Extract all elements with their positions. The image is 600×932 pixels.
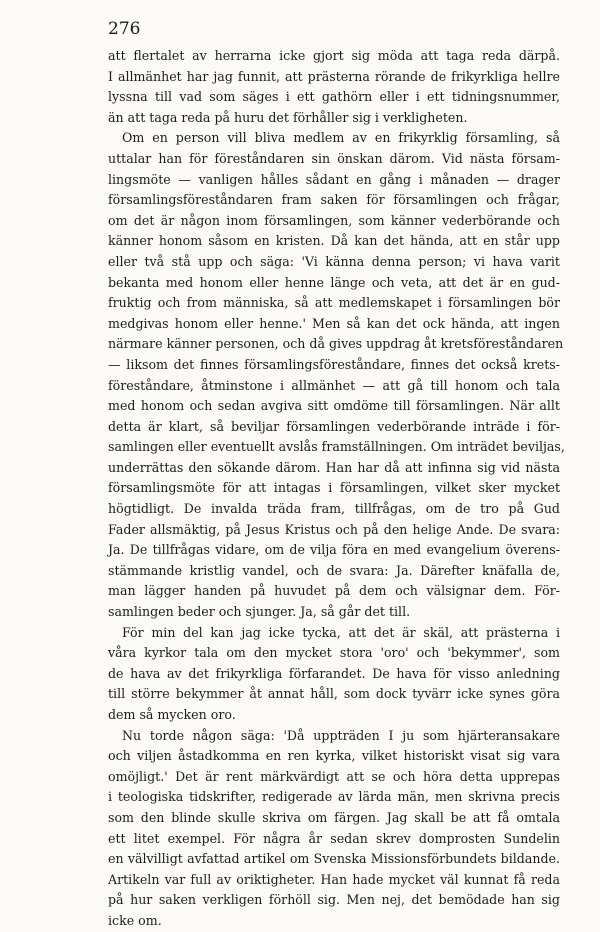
page-number: 276 [108, 19, 141, 39]
text-line: medgivas honom eller henne.' Men så kan det ock hända, att ingen [108, 315, 560, 331]
paragraph [108, 128, 565, 622]
text-line: en välvilligt avfattad artikel om Svenska Missionsförbundets bildande. [108, 851, 560, 867]
text-line: — liksom det finnes församlingsföreståndare, finnes det också krets- [108, 356, 560, 372]
text-line: att flertalet av herrarna icke gjort sig möda att taga reda därpå. [108, 48, 560, 63]
text-line: underrättas den sökande därom. Han har då att infinna sig vid nästa [108, 459, 560, 475]
text-line: föreståndare, åtminstone i allmänhet — att gå till honom och tala [108, 377, 560, 393]
text-line: högtidligt. De invalda träda fram, tillfrågas, om de tro på Gud [108, 501, 560, 517]
text-line: församlingsmöte för att intagas i församlingen, vilket sker mycket [108, 480, 560, 496]
text-line: uttalar han för föreståndaren sin önskan därom. Vid nästa försam- [108, 150, 560, 166]
text-line: Ja. De tillfrågas vidare, om de vilja föra en med evangelium överens- [108, 542, 560, 558]
text-line: detta är klart, så beviljar församlingen vederbörande inträde i för- [108, 418, 560, 434]
text-line: samlingen beder och sjunger. Ja, så går det till. [108, 604, 411, 620]
text-line: I allmänhet har jag funnit, att prästerna rörande de frikyrkliga hellre [108, 68, 560, 84]
text-line: man lägger handen på huvudet på dem och välsignar dem. För- [108, 583, 560, 599]
text-line: dem så mycken oro. [108, 707, 236, 722]
text-line: församlingsföreståndaren fram saken för församlingen och frågar, [108, 192, 560, 208]
text-line: känner honom såsom en kristen. Då kan det hända, att en står upp [108, 233, 560, 249]
text-line: bekanta med honom eller henne länge och veta, att det är en gud- [108, 274, 560, 290]
text-line: ett litet exempel. För några år sedan skrev domprosten Sundelin [108, 830, 560, 846]
text-line: med honom och sedan avgiva sitt omdöme till församlingen. När allt [108, 398, 560, 414]
text-line: icke om. [108, 912, 162, 928]
text-line: Fader allsmäktig, på Jesus Kristus och på den helige Ande. De svara: [108, 521, 560, 537]
text-line: omöjligt.' Det är rent märkvärdigt att se och höra detta upprepas [108, 768, 560, 784]
text-line: Artikeln var full av oriktigheter. Han hade mycket väl kunnat få reda [108, 871, 560, 887]
text-line: lyssna till vad som säges i ett gathörn eller i ett tidningsnummer, [108, 89, 560, 105]
text-line: de hava av det frikyrkliga förfarandet. De hava för visso anledning [108, 665, 560, 681]
paragraph [108, 623, 560, 726]
text-line: fruktig och from människa, så att medlemskapet i församlingen bör [108, 295, 560, 311]
text-line: lingsmöte — vanligen hålles sådant en gång i månaden — drager [108, 171, 560, 187]
text-line: om det är någon inom församlingen, som känner vederbörande och [108, 212, 560, 228]
text-line: samlingen eller eventuellt avslås framställningen. Om inträdet beviljas, [108, 439, 565, 455]
text-line: än att taga reda på huru det förhåller sig i verkligheten. [108, 109, 468, 125]
text-line: som den blinde skulle skriva om färgen. Jag skall be att få omtala [108, 809, 560, 825]
paragraph [108, 726, 560, 932]
text-line: närmare känner personen, och då gives uppdrag åt kretsföreståndaren [108, 336, 564, 352]
text-line: Om en person vill bliva medlem av en frikyrklig församling, så [122, 130, 560, 146]
text-line: eller två stå upp och säga: 'Vi känna denna person; vi hava varit [108, 253, 560, 269]
text-line: Nu torde någon säga: 'Då uppträden I ju som hjärteransakare [122, 727, 560, 743]
text-line: i teologiska tidskrifter, redigerade av lärda män, men skrivna precis [108, 789, 560, 805]
body-text [108, 46, 565, 932]
text-line: våra kyrkor tala om den mycket stora 'oro' och 'bekymmer', som [108, 645, 560, 661]
paragraph [108, 46, 560, 128]
text-line: till större bekymmer åt annat håll, som dock tyvärr icke synes göra [108, 686, 560, 702]
text-line: på hur saken verkligen förhöll sig. Men nej, det bemödade han sig [108, 892, 560, 908]
text-line: och viljen åstadkomma en ren kyrka, vilket historiskt visat sig vara [108, 748, 560, 764]
text-line: stämmande kristlig vandel, och de svara: Ja. Därefter knäfalla de, [108, 562, 560, 578]
text-line: För min del kan jag icke tycka, att det är skäl, att prästerna i [122, 624, 560, 640]
